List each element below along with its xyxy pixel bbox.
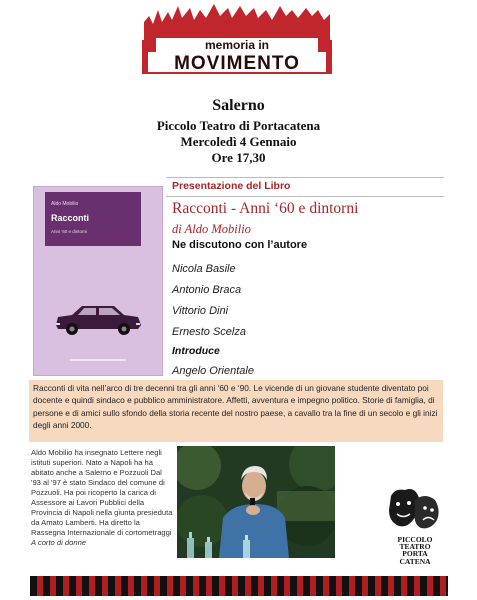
- introduction-label: Introduce: [172, 345, 220, 357]
- theatre-name-line: PICCOLO: [397, 535, 433, 544]
- book-title: Racconti - Anni ‘60 e dintorni: [172, 200, 359, 217]
- panelist: Antonio Braca: [172, 284, 242, 296]
- car-illustration: [52, 301, 144, 337]
- cover-publisher-mark: [70, 359, 126, 361]
- theatre-mask-logo: [385, 486, 445, 534]
- moderator: Angelo Orientale: [172, 365, 254, 377]
- panelist: Vittorio Dini: [172, 305, 229, 317]
- theatre-name-line: CATENA: [399, 556, 431, 566]
- festival-name: A corto di donne: [31, 538, 87, 547]
- cover-title: Racconti: [51, 213, 90, 223]
- bio-text: Aldo Mobilio ha insegnato Lettere negli istituti superiori. Nato a Napoli ha ha abitato anche a Salerno e Pozzuoli Dal '93 al '97 è stato Sindaco del comune di Pozzuoli. Ha poi ricoperto la carica di Assessore ai Lavori Pubblici della Provincia di Napoli nella giunta presieduta da Amato Lamberti. Ha diretto la Rassegna Internazionale di cortometraggi: [31, 448, 173, 537]
- event-city: Salerno: [212, 97, 265, 114]
- logo-line2: MOVIMENTO: [174, 53, 300, 74]
- panelist: Nicola Basile: [172, 263, 236, 275]
- book-cover: [33, 186, 163, 376]
- speaker-photo: [177, 446, 335, 558]
- section-label: Presentazione del Libro: [172, 180, 291, 192]
- cover-title-band: [45, 192, 141, 246]
- bottom-stripe: [30, 576, 448, 596]
- divider-top: [166, 177, 444, 178]
- cover-subtitle: Anni ’60 e dintorni: [51, 229, 88, 234]
- memoria-in-movimento-logo: [140, 4, 334, 78]
- theatre-name: [376, 536, 454, 565]
- theatre-name-line: TEATRO: [399, 542, 431, 552]
- panelist: Ernesto Scelza: [172, 326, 246, 338]
- event-venue: Piccolo Teatro di Portacatena: [156, 118, 321, 133]
- cover-author: Aldo Mobilio: [51, 201, 79, 207]
- synopsis-box: Racconti di vita nell’arco di tre decenni tra gli anni ‘60 e ‘90. Le vicende di un giovane studente diventato poi docente e quindi sindaco e pubblico amministratore. Affetti, avventura e impegno politico. Storie di famiglia, di persone e di amici sullo sfondo della storia recente del nostro paese, a cavallo tra la fine di un secolo e gli inizi degli anni 2000.: [29, 380, 443, 442]
- author-bio: [31, 448, 173, 548]
- discussants-label: Ne discutono con l’autore: [172, 239, 308, 251]
- divider-title: [166, 196, 444, 197]
- logo-line1: memoria in: [204, 38, 270, 52]
- event-date: Mercoledì 4 Gennaio: [180, 134, 297, 149]
- book-author: di Aldo Mobilio: [172, 222, 251, 236]
- event-time: Ore 17,30: [211, 150, 266, 165]
- theatre-name-line: PORTA: [402, 549, 428, 559]
